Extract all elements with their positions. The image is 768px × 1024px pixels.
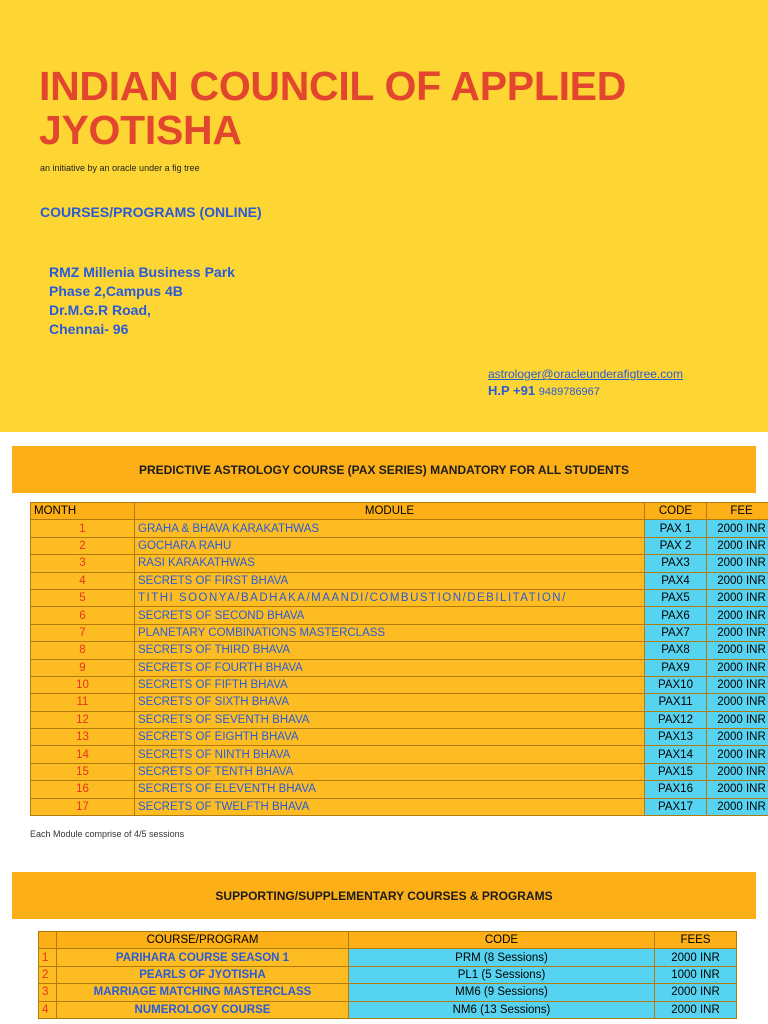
- table-row: [31, 798, 768, 815]
- table-row: [31, 729, 768, 746]
- fee-cell: 2000 INR: [707, 624, 768, 641]
- module-cell: SECRETS OF SIXTH BHAVA: [135, 694, 645, 711]
- tagline: an initiative by an oracle under a fig tree: [40, 163, 200, 173]
- fee-cell: 2000 INR: [707, 798, 768, 815]
- fee-cell: 2000 INR: [655, 984, 737, 1001]
- month-cell: 6: [31, 607, 135, 624]
- phone-label: H.P +91: [488, 383, 536, 398]
- fee-cell: 2000 INR: [655, 949, 737, 966]
- month-cell: 15: [31, 763, 135, 780]
- module-cell: RASI KARAKATHWAS: [135, 555, 645, 572]
- table-row: [31, 694, 768, 711]
- page-title: [39, 64, 739, 152]
- column-header-program: COURSE/PROGRAM: [57, 932, 349, 949]
- module-cell: SECRETS OF THIRD BHAVA: [135, 642, 645, 659]
- month-cell: 11: [31, 694, 135, 711]
- table-row: [31, 555, 768, 572]
- pax-table-body: [31, 520, 768, 816]
- module-cell: SECRETS OF EIGHTH BHAVA: [135, 729, 645, 746]
- table-row: [39, 949, 737, 966]
- code-cell: PAX13: [645, 729, 707, 746]
- table-row: [31, 572, 768, 589]
- code-cell: PL1 (5 Sessions): [349, 966, 655, 983]
- table-row: [31, 763, 768, 780]
- program-cell: MARRIAGE MATCHING MASTERCLASS: [57, 984, 349, 1001]
- fee-cell: 1000 INR: [655, 966, 737, 983]
- fee-cell: 2000 INR: [707, 711, 768, 728]
- program-cell: PARIHARA COURSE SEASON 1: [57, 949, 349, 966]
- month-cell: 7: [31, 624, 135, 641]
- fee-cell: 2000 INR: [707, 763, 768, 780]
- code-cell: PAX8: [645, 642, 707, 659]
- table-row: [31, 624, 768, 641]
- table-row: [39, 966, 737, 983]
- module-cell: SECRETS OF TWELFTH BHAVA: [135, 798, 645, 815]
- module-cell: SECRETS OF SEVENTH BHAVA: [135, 711, 645, 728]
- email-link[interactable]: astrologer@oracleunderafigtree.com: [488, 367, 683, 381]
- code-cell: PRM (8 Sessions): [349, 949, 655, 966]
- supporting-banner: SUPPORTING/SUPPLEMENTARY COURSES & PROGRAMS: [12, 872, 756, 919]
- code-cell: PAX7: [645, 624, 707, 641]
- fee-cell: 2000 INR: [707, 520, 768, 537]
- index-cell: 4: [39, 1001, 57, 1018]
- module-cell: GRAHA & BHAVA KARAKATHWAS: [135, 520, 645, 537]
- index-cell: 3: [39, 984, 57, 1001]
- code-cell: PAX12: [645, 711, 707, 728]
- module-cell: SECRETS OF ELEVENTH BHAVA: [135, 781, 645, 798]
- month-cell: 14: [31, 746, 135, 763]
- fee-cell: 2000 INR: [707, 659, 768, 676]
- code-cell: PAX17: [645, 798, 707, 815]
- supporting-table: [38, 931, 737, 1019]
- module-cell: SECRETS OF FIFTH BHAVA: [135, 676, 645, 693]
- month-cell: 2: [31, 537, 135, 554]
- code-cell: PAX15: [645, 763, 707, 780]
- column-header-fees: FEES: [655, 932, 737, 949]
- address-line: Chennai- 96: [49, 321, 129, 337]
- fee-cell: 2000 INR: [707, 729, 768, 746]
- program-cell: NUMEROLOGY COURSE: [57, 1001, 349, 1018]
- month-cell: 3: [31, 555, 135, 572]
- address-block: [49, 263, 235, 339]
- module-cell: SECRETS OF FIRST BHAVA: [135, 572, 645, 589]
- column-header-month: MONTH: [31, 503, 135, 520]
- code-cell: PAX3: [645, 555, 707, 572]
- month-cell: 4: [31, 572, 135, 589]
- fee-cell: 2000 INR: [707, 555, 768, 572]
- table-row: [31, 537, 768, 554]
- module-note: Each Module comprise of 4/5 sessions: [30, 829, 185, 839]
- module-cell: PLANETARY COMBINATIONS MASTERCLASS: [135, 624, 645, 641]
- title-line-2: JYOTISHA: [39, 107, 242, 153]
- table-header-row: [39, 932, 737, 949]
- month-cell: 13: [31, 729, 135, 746]
- fee-cell: 2000 INR: [707, 572, 768, 589]
- code-cell: PAX6: [645, 607, 707, 624]
- module-cell: SECRETS OF TENTH BHAVA: [135, 763, 645, 780]
- month-cell: 12: [31, 711, 135, 728]
- code-cell: PAX 1: [645, 520, 707, 537]
- table-header-row: [31, 503, 768, 520]
- month-cell: 17: [31, 798, 135, 815]
- fee-cell: 2000 INR: [707, 589, 768, 606]
- courses-heading: COURSES/PROGRAMS (ONLINE): [40, 204, 262, 220]
- month-cell: 10: [31, 676, 135, 693]
- index-cell: 2: [39, 966, 57, 983]
- fee-cell: 2000 INR: [707, 746, 768, 763]
- pax-table: [30, 502, 768, 816]
- table-row: [39, 1001, 737, 1018]
- table-row: [31, 746, 768, 763]
- column-header-fee: FEE: [707, 503, 768, 520]
- table-row: [31, 676, 768, 693]
- code-cell: MM6 (9 Sessions): [349, 984, 655, 1001]
- column-header-code: CODE: [349, 932, 655, 949]
- fee-cell: 2000 INR: [655, 1001, 737, 1018]
- module-cell: SECRETS OF NINTH BHAVA: [135, 746, 645, 763]
- module-cell: SECRETS OF FOURTH BHAVA: [135, 659, 645, 676]
- pax-banner: PREDICTIVE ASTROLOGY COURSE (PAX SERIES) MANDATORY FOR ALL STUDENTS: [12, 446, 756, 493]
- fee-cell: 2000 INR: [707, 642, 768, 659]
- code-cell: PAX10: [645, 676, 707, 693]
- code-cell: PAX11: [645, 694, 707, 711]
- code-cell: PAX4: [645, 572, 707, 589]
- module-cell: SECRETS OF SECOND BHAVA: [135, 607, 645, 624]
- column-header-index: [39, 932, 57, 949]
- month-cell: 8: [31, 642, 135, 659]
- code-cell: PAX16: [645, 781, 707, 798]
- fee-cell: 2000 INR: [707, 694, 768, 711]
- module-cell: TITHI SOONYA/BADHAKA/MAANDI/COMBUSTION/DEBILITATION/: [135, 589, 645, 606]
- fee-cell: 2000 INR: [707, 607, 768, 624]
- month-cell: 9: [31, 659, 135, 676]
- program-cell: PEARLS OF JYOTISHA: [57, 966, 349, 983]
- table-row: [39, 984, 737, 1001]
- table-row: [31, 520, 768, 537]
- column-header-code: CODE: [645, 503, 707, 520]
- month-cell: 1: [31, 520, 135, 537]
- table-row: [31, 589, 768, 606]
- code-cell: PAX9: [645, 659, 707, 676]
- table-row: [31, 659, 768, 676]
- address-line: Phase 2,Campus 4B: [49, 283, 183, 299]
- address-line: Dr.M.G.R Road,: [49, 302, 151, 318]
- code-cell: NM6 (13 Sessions): [349, 1001, 655, 1018]
- code-cell: PAX 2: [645, 537, 707, 554]
- supporting-table-body: [39, 949, 737, 1019]
- month-cell: 16: [31, 781, 135, 798]
- month-cell: 5: [31, 589, 135, 606]
- index-cell: 1: [39, 949, 57, 966]
- fee-cell: 2000 INR: [707, 781, 768, 798]
- column-header-module: MODULE: [135, 503, 645, 520]
- title-line-1: INDIAN COUNCIL OF APPLIED: [39, 63, 627, 109]
- table-row: [31, 781, 768, 798]
- table-row: [31, 607, 768, 624]
- module-cell: GOCHARA RAHU: [135, 537, 645, 554]
- address-line: RMZ Millenia Business Park: [49, 264, 235, 280]
- fee-cell: 2000 INR: [707, 676, 768, 693]
- code-cell: PAX5: [645, 589, 707, 606]
- phone-number: 9489786967: [538, 386, 600, 398]
- table-row: [31, 711, 768, 728]
- phone-line: [488, 383, 600, 398]
- table-row: [31, 642, 768, 659]
- code-cell: PAX14: [645, 746, 707, 763]
- fee-cell: 2000 INR: [707, 537, 768, 554]
